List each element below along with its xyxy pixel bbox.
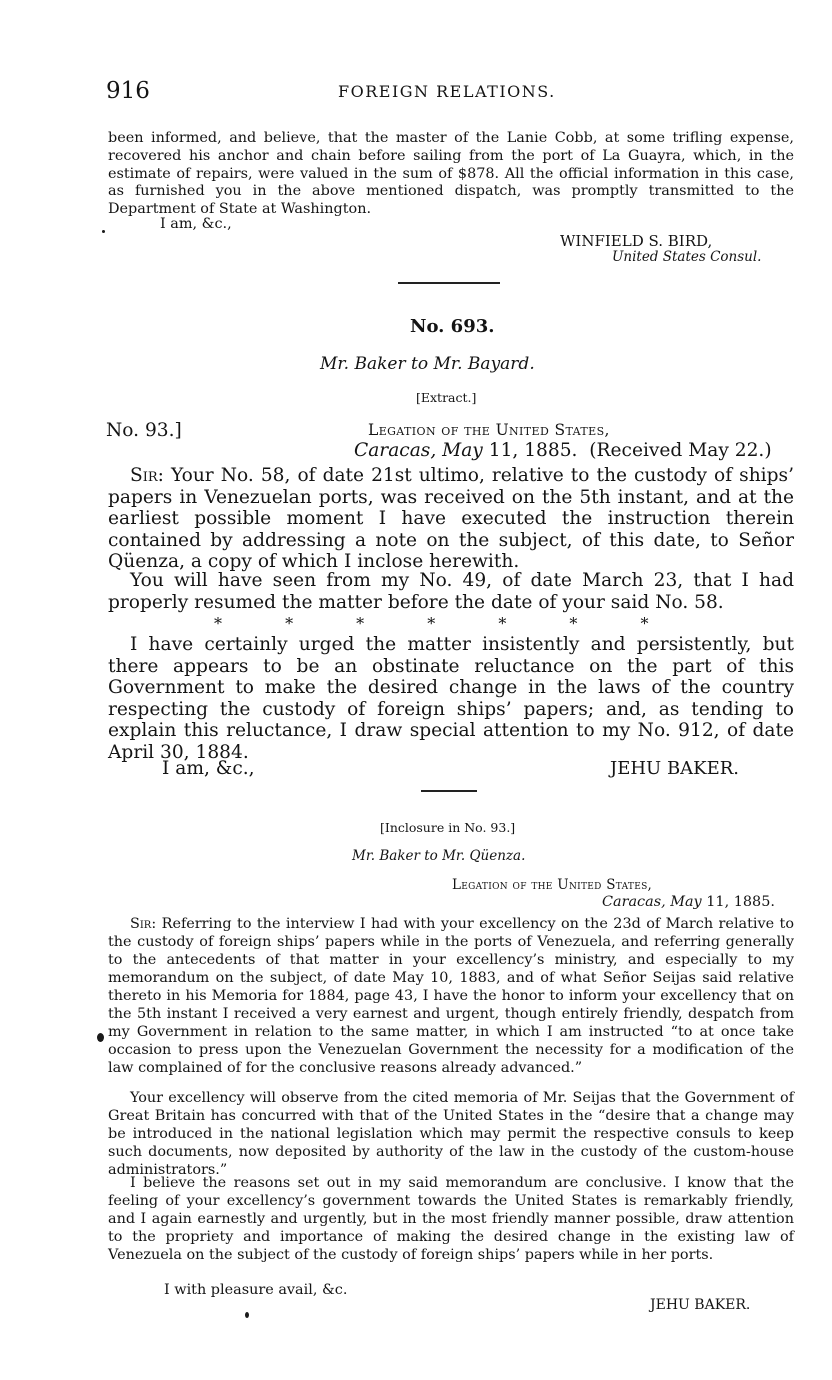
omission-stars: * * * * * * * xyxy=(214,614,649,633)
ink-speck-2 xyxy=(102,230,105,233)
inclosure-date-place: Caracas, xyxy=(602,894,666,910)
paragraph-2: You will have seen from my No. 49, of date March 23, that I had properly resumed the matter before the date of your said No. 58. xyxy=(108,570,794,613)
inclosure-heading: [Inclosure in No. 93.] xyxy=(380,820,516,835)
signer: JEHU BAKER. xyxy=(610,758,740,779)
inclosure-paragraph-3: I believe the reasons set out in my said memorandum are conclusive. I know that the feeling of your excellency’s government towards the United States is remarkably friendly, and I again earnestly and urgently, but in the most friendly manner possible, draw attention to the propriety and importance of making the desired change in the existing law of Venezuela on the subject of the custody of foreign ships’ papers while in her ports. xyxy=(108,1175,794,1263)
received-note: (Received May 22.) xyxy=(589,440,772,461)
document-title: Mr. Baker to Mr. Bayard. xyxy=(320,354,535,374)
inclosure-date-month: May xyxy=(670,894,702,910)
paragraph-1-text: Your No. 58, of date 21st ultimo, relative to the custody of ships’ papers in Venezuelan ports, was received on the 5th instant, and at the earliest possible moment I have executed the instruction therein contained by addressing a note on the subject, of this date, to Señor Qüenza, a copy of which I inclose herewith. xyxy=(108,465,794,572)
inclosure-closing: I with pleasure avail, &c. xyxy=(164,1282,348,1298)
legation-header: Legation of the United States, xyxy=(368,421,610,439)
extract-note: [Extract.] xyxy=(416,390,477,405)
closing: I am, &c., xyxy=(162,758,255,779)
inclosure-date-rest: 11, 1885. xyxy=(706,894,775,910)
section-divider-2 xyxy=(421,790,477,792)
inclosure-date-line xyxy=(602,893,775,911)
document-number: No. 693. xyxy=(410,316,495,337)
inclosure-signer: JEHU BAKER. xyxy=(650,1297,751,1313)
section-divider xyxy=(398,282,500,284)
inclosure-salutation: Sir: xyxy=(130,916,157,932)
salutation: Sir: xyxy=(130,465,164,486)
date-place: Caracas, xyxy=(354,440,437,461)
top-letter-body: been informed, and believe, that the master of the Lanie Cobb, at some trifling expense, recovered his anchor and chain before sailing from the port of La Guayra, which, in the estimate of repairs, were valued in the sum of $878. All the official information in this case, as furnished you in the above mentioned dispatch, was promptly transmitted to the Department of State at Washington. xyxy=(108,130,794,218)
inclosure-title: Mr. Baker to Mr. Qüenza. xyxy=(352,848,526,864)
ink-blot xyxy=(97,1033,104,1042)
top-letter-signer-title: United States Consul. xyxy=(612,249,762,265)
top-letter-signer: WINFIELD S. BIRD, xyxy=(560,232,713,250)
despatch-ref: No. 93.] xyxy=(106,420,182,441)
date-month: May xyxy=(442,440,483,461)
date-line xyxy=(354,440,772,461)
inclosure-paragraph-1 xyxy=(108,915,794,1077)
ink-speck xyxy=(245,1312,249,1318)
running-title: FOREIGN RELATIONS. xyxy=(338,82,556,101)
inclosure-legation: Legation of the United States, xyxy=(452,877,653,893)
inclosure-paragraph-1-text: Referring to the interview I had with your excellency on the 23d of March relative to the custody of foreign ships’ papers while in the ports of Venezuela, and referring generally to the antecedents of that matter in your excellency’s ministry, and especially to my memorandum on the subject, of date May 10, 1883, and of what Señor Seijas said relative thereto in his Memoria for 1884, page 43, I have the honor to inform your excellency that on the 5th instant I received a very earnest and urgent, though entirely friendly, despatch from my Government in relation to the same matter, in which I am instructed “to at once take occasion to press upon the Venezuelan Government the necessity for a modification of the law complained of for the conclusive reasons already advanced.” xyxy=(108,916,795,1076)
date-rest: 11, 1885. xyxy=(488,440,578,461)
inclosure-paragraph-2: Your excellency will observe from the cited memoria of Mr. Seijas that the Government of Great Britain has concurred with that of the United States in the “desire that a change may be introduced in the national legislation which may permit the respective consuls to keep such documents, now deposited by authority of the law in the custody of the custom-house administrators.” xyxy=(108,1090,794,1178)
paragraph-3: I have certainly urged the matter insistently and persistently, but there appears to be an obstinate reluctance on the part of this Government to make the desired change in the laws of the country respecting the custody of foreign ships’ papers; and, as tending to explain this reluctance, I draw special attention to my No. 912, of date April 30, 1884. xyxy=(108,634,794,763)
paragraph-1 xyxy=(108,465,794,573)
page-number: 916 xyxy=(106,78,150,104)
top-letter-closing: I am, &c., xyxy=(160,216,232,232)
